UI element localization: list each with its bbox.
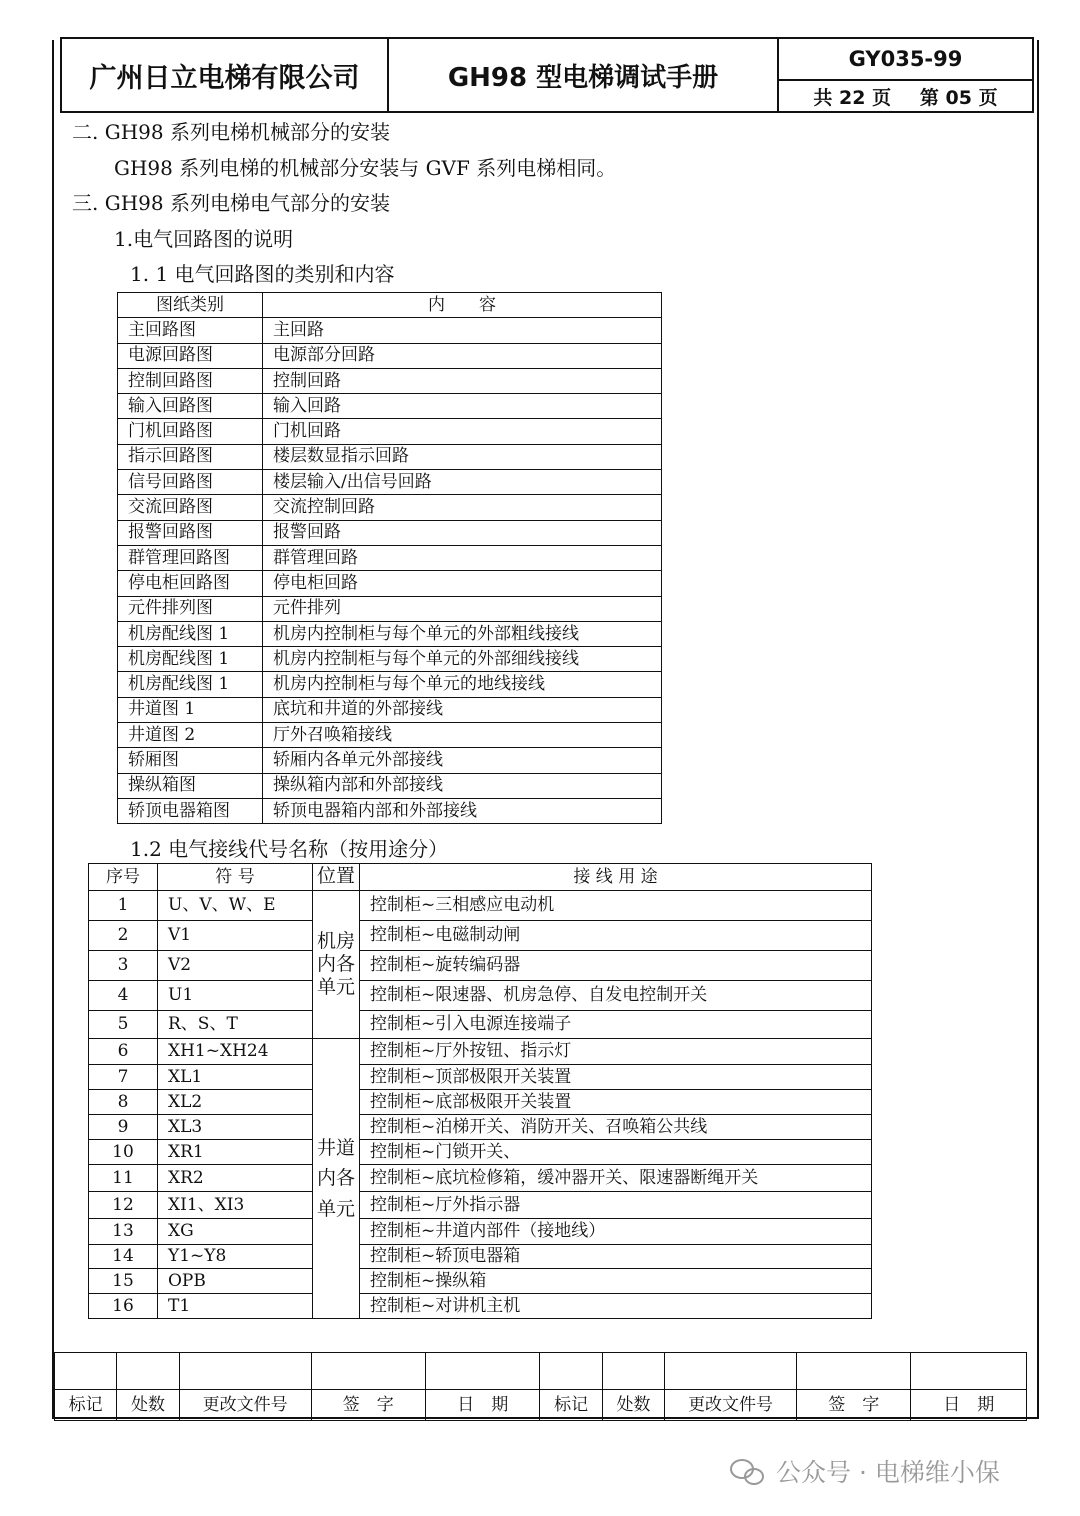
symbol-cell: OPB: [158, 1269, 313, 1294]
watermark: [730, 1453, 1000, 1489]
table-row: [89, 921, 872, 951]
symbol-cell: R、S、T: [158, 1011, 313, 1039]
usage-cell: 控制柜~厅外按钮、指示灯: [360, 1039, 872, 1065]
row-number-cell: 3: [89, 951, 158, 981]
section-3-title: 三. GH98 系列电梯电气部分的安装: [72, 191, 390, 215]
content-cell: 机房内控制柜与每个单元的外部细线接线: [263, 647, 662, 672]
content-cell: 楼层数显指示回路: [263, 444, 662, 469]
table-row: [118, 343, 662, 368]
revision-label-cell: 标记: [540, 1390, 602, 1421]
subsection-1-title: 1.电气回路图的说明: [114, 227, 294, 251]
subsection-1-2-title: 1.2 电气接线代号名称（按用途分）: [130, 837, 449, 861]
table-row: [118, 571, 662, 596]
wiring-code-table: [88, 863, 872, 1319]
revision-footer-table: [54, 1352, 1027, 1421]
diagram-type-cell: 轿厢图: [118, 748, 263, 773]
usage-cell: 控制柜~泊梯开关、消防开关、召唤箱公共线: [360, 1115, 872, 1140]
table-row: [118, 520, 662, 545]
diagram-type-cell: 井道图 2: [118, 723, 263, 748]
subsection-1-1-title: 1. 1 电气回路图的类别和内容: [130, 262, 395, 286]
table-header-row: [118, 293, 662, 318]
content-cell: 门机回路: [263, 419, 662, 444]
column-header: 符 号: [158, 864, 313, 891]
revision-blank-cell: [911, 1353, 1027, 1390]
diagram-type-cell: 控制回路图: [118, 368, 263, 393]
wechat-icon: [730, 1457, 766, 1485]
row-number-cell: 1: [89, 891, 158, 921]
symbol-cell: XI1、XI3: [158, 1192, 313, 1219]
section-2-title: 二. GH98 系列电梯机械部分的安装: [72, 120, 390, 144]
usage-cell: 控制柜~顶部极限开关装置: [360, 1065, 872, 1090]
table-row: [118, 368, 662, 393]
row-number-cell: 7: [89, 1065, 158, 1090]
revision-label-cell: 处数: [117, 1390, 179, 1421]
table-row: [118, 672, 662, 697]
row-number-cell: 11: [89, 1165, 158, 1192]
revision-blank-cell: [179, 1353, 311, 1390]
row-number-cell: 15: [89, 1269, 158, 1294]
header-meta: [779, 39, 1032, 111]
usage-cell: 控制柜~限速器、机房急停、自发电控制开关: [360, 981, 872, 1011]
column-header: 图纸类别: [118, 293, 263, 318]
symbol-cell: XH1~XH24: [158, 1039, 313, 1065]
symbol-cell: XL2: [158, 1090, 313, 1115]
row-number-cell: 16: [89, 1294, 158, 1319]
usage-cell: 控制柜~厅外指示器: [360, 1192, 872, 1219]
diagram-type-cell: 井道图 1: [118, 697, 263, 722]
revision-blank-cell: [602, 1353, 664, 1390]
usage-cell: 控制柜~底部极限开关装置: [360, 1090, 872, 1115]
usage-cell: 控制柜~引入电源连接端子: [360, 1011, 872, 1039]
diagram-type-cell: 元件排列图: [118, 596, 263, 621]
company-name: 广州日立电梯有限公司: [62, 39, 389, 111]
content-cell: 底坑和井道的外部接线: [263, 697, 662, 722]
revision-label-cell: 签 字: [797, 1390, 911, 1421]
row-number-cell: 6: [89, 1039, 158, 1065]
table-row: [89, 1090, 872, 1115]
table-row: [89, 1011, 872, 1039]
document-header: [60, 37, 1034, 113]
revision-label-row: [55, 1390, 1027, 1421]
doc-code: GY035-99: [779, 39, 1032, 81]
content-cell: 报警回路: [263, 520, 662, 545]
content-cell: 控制回路: [263, 368, 662, 393]
content-cell: 厅外召唤箱接线: [263, 723, 662, 748]
symbol-cell: V1: [158, 921, 313, 951]
row-number-cell: 8: [89, 1090, 158, 1115]
table-row: [118, 773, 662, 798]
revision-blank-cell: [117, 1353, 179, 1390]
content-cell: 交流控制回路: [263, 495, 662, 520]
table-row: [89, 1269, 872, 1294]
revision-blank-cell: [55, 1353, 117, 1390]
table-row: [118, 419, 662, 444]
row-number-cell: 9: [89, 1115, 158, 1140]
revision-blank-cell: [797, 1353, 911, 1390]
symbol-cell: XR1: [158, 1140, 313, 1165]
content-cell: 机房内控制柜与每个单元的地线接线: [263, 672, 662, 697]
column-header: 位置: [313, 864, 360, 891]
diagram-type-cell: 指示回路图: [118, 444, 263, 469]
diagram-type-cell: 机房配线图 1: [118, 647, 263, 672]
usage-cell: 控制柜~三相感应电动机: [360, 891, 872, 921]
diagram-type-cell: 输入回路图: [118, 394, 263, 419]
usage-cell: 控制柜~底坑检修箱，缓冲器开关、限速器断绳开关: [360, 1165, 872, 1192]
table-row: [118, 621, 662, 646]
table-row: [118, 748, 662, 773]
symbol-cell: Y1~Y8: [158, 1245, 313, 1269]
column-header: 接 线 用 途: [360, 864, 872, 891]
revision-blank-cell: [665, 1353, 797, 1390]
content-cell: 输入回路: [263, 394, 662, 419]
table-row: [118, 470, 662, 495]
table-row: [89, 891, 872, 921]
content-cell: 群管理回路: [263, 545, 662, 570]
table-row: [89, 1219, 872, 1245]
section-2-text: GH98 系列电梯的机械部分安装与 GVF 系列电梯相同。: [114, 156, 617, 180]
diagram-type-cell: 报警回路图: [118, 520, 263, 545]
table-row: [89, 1140, 872, 1165]
content-cell: 元件排列: [263, 596, 662, 621]
diagram-type-cell: 门机回路图: [118, 419, 263, 444]
table-row: [118, 596, 662, 621]
diagram-type-cell: 主回路图: [118, 318, 263, 343]
table-row: [118, 495, 662, 520]
total-pages: 共 22 页: [813, 86, 892, 109]
page-info: [779, 81, 1032, 111]
usage-cell: 控制柜~门锁开关、: [360, 1140, 872, 1165]
usage-cell: 控制柜~旋转编码器: [360, 951, 872, 981]
diagram-type-cell: 机房配线图 1: [118, 621, 263, 646]
manual-title: GH98 型电梯调试手册: [389, 39, 779, 111]
symbol-cell: U、V、W、E: [158, 891, 313, 921]
usage-cell: 控制柜~电磁制动闸: [360, 921, 872, 951]
table-row: [118, 444, 662, 469]
table-row: [118, 697, 662, 722]
symbol-cell: XL1: [158, 1065, 313, 1090]
row-number-cell: 5: [89, 1011, 158, 1039]
usage-cell: 控制柜~对讲机主机: [360, 1294, 872, 1319]
row-number-cell: 2: [89, 921, 158, 951]
revision-blank-cell: [311, 1353, 425, 1390]
content-cell: 轿厢内各单元外部接线: [263, 748, 662, 773]
revision-label-cell: 签 字: [311, 1390, 425, 1421]
revision-label-cell: 更改文件号: [179, 1390, 311, 1421]
revision-label-cell: 日 期: [911, 1390, 1027, 1421]
revision-label-cell: 更改文件号: [665, 1390, 797, 1421]
content-cell: 主回路: [263, 318, 662, 343]
diagram-type-cell: 交流回路图: [118, 495, 263, 520]
table-row: [89, 1165, 872, 1192]
table-row: [89, 1039, 872, 1065]
usage-cell: 控制柜~井道内部件（接地线）: [360, 1219, 872, 1245]
content-cell: 操纵箱内部和外部接线: [263, 773, 662, 798]
table-row: [89, 951, 872, 981]
diagram-type-cell: 轿顶电器箱图: [118, 798, 263, 823]
symbol-cell: XG: [158, 1219, 313, 1245]
position-cell: 井道内各单元: [313, 1039, 360, 1319]
row-number-cell: 14: [89, 1245, 158, 1269]
revision-blank-row: [55, 1353, 1027, 1390]
row-number-cell: 12: [89, 1192, 158, 1219]
symbol-cell: T1: [158, 1294, 313, 1319]
symbol-cell: U1: [158, 981, 313, 1011]
table-row: [118, 394, 662, 419]
table-row: [118, 798, 662, 823]
symbol-cell: XR2: [158, 1165, 313, 1192]
position-cell: 机房内各单元: [313, 891, 360, 1039]
revision-blank-cell: [426, 1353, 540, 1390]
table-row: [89, 1192, 872, 1219]
table-row: [89, 1245, 872, 1269]
symbol-cell: XL3: [158, 1115, 313, 1140]
content-cell: 楼层输入/出信号回路: [263, 470, 662, 495]
row-number-cell: 10: [89, 1140, 158, 1165]
revision-label-cell: 标记: [55, 1390, 117, 1421]
diagram-type-cell: 机房配线图 1: [118, 672, 263, 697]
diagram-type-cell: 信号回路图: [118, 470, 263, 495]
table-row: [118, 723, 662, 748]
watermark-text: 公众号 · 电梯维小保: [776, 1458, 1000, 1487]
table-row: [118, 647, 662, 672]
usage-cell: 控制柜~操纵箱: [360, 1269, 872, 1294]
diagram-type-cell: 电源回路图: [118, 343, 263, 368]
table-row: [89, 1065, 872, 1090]
table-row: [118, 545, 662, 570]
diagram-type-cell: 操纵箱图: [118, 773, 263, 798]
revision-blank-cell: [540, 1353, 602, 1390]
column-header: 内 容: [263, 293, 662, 318]
content-cell: 机房内控制柜与每个单元的外部粗线接线: [263, 621, 662, 646]
diagram-type-cell: 群管理回路图: [118, 545, 263, 570]
revision-label-cell: 处数: [602, 1390, 664, 1421]
diagram-type-cell: 停电柜回路图: [118, 571, 263, 596]
page-number: 第 05 页: [919, 86, 998, 109]
circuit-diagram-table: [117, 292, 662, 824]
usage-cell: 控制柜~轿顶电器箱: [360, 1245, 872, 1269]
revision-label-cell: 日 期: [426, 1390, 540, 1421]
row-number-cell: 4: [89, 981, 158, 1011]
content-cell: 停电柜回路: [263, 571, 662, 596]
content-cell: 轿顶电器箱内部和外部接线: [263, 798, 662, 823]
symbol-cell: V2: [158, 951, 313, 981]
content-cell: 电源部分回路: [263, 343, 662, 368]
column-header: 序号: [89, 864, 158, 891]
table-header-row: [89, 864, 872, 891]
row-number-cell: 13: [89, 1219, 158, 1245]
table-row: [89, 1294, 872, 1319]
table-row: [89, 1115, 872, 1140]
table-row: [118, 318, 662, 343]
table-row: [89, 981, 872, 1011]
